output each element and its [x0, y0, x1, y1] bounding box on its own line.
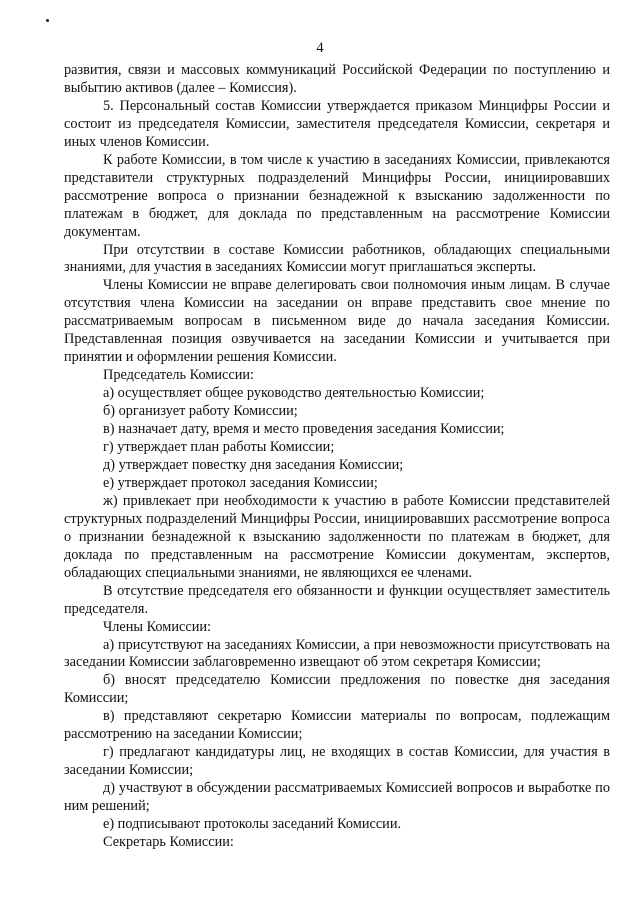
- list-item: е) подписывают протоколы заседаний Комиссии.: [103, 816, 402, 833]
- list-item: д) участвуют в обсуждении рассматриваемых Комиссией вопросов и выработке по ним решений;: [64, 780, 610, 815]
- list-item: б) вносят председателю Комиссии предложения по повестке дня заседания Комиссии;: [64, 672, 610, 707]
- paragraph: В отсутствие председателя его обязанности и функции осуществляет заместитель председателя.: [64, 582, 610, 617]
- section-heading-chairman: Председатель Комиссии:: [103, 367, 255, 384]
- list-item: е) утверждает протокол заседания Комиссии;: [103, 474, 378, 491]
- paragraph-item-5: 5. Персональный состав Комиссии утверждается приказом Минцифры России и состоит из председателя Комиссии, заместителя председателя Комиссии, секретаря и иных членов Комиссии.: [64, 97, 610, 150]
- list-item: б) организует работу Комиссии;: [103, 403, 298, 420]
- paragraph: К работе Комиссии, в том числе к участию в заседаниях Комиссии, привлекаются представители структурных подразделений Минцифры России, инициировавших рассмотрение вопроса о признании безнадежной к взысканию задолженности по платежам в бюджет, для доклада по представленным на рассмотрение Комиссии документам.: [64, 151, 610, 240]
- paragraph: Члены Комиссии не вправе делегировать свои полномочия иным лицам. В случае отсутствия члена Комиссии на заседании он вправе представить свое мнение по рассматриваемым вопросам в письменном виде до начала заседания Комиссии. Представленная позиция озвучивается на заседании Комиссии и учитывается при принятии и оформлении решения Комиссии.: [64, 277, 610, 366]
- page-number: 4: [316, 40, 324, 56]
- list-item: г) утверждает план работы Комиссии;: [103, 439, 335, 456]
- list-item: в) представляют секретарю Комиссии материалы по вопросам, подлежащим рассмотрению на заседании Комиссии;: [64, 708, 610, 743]
- list-item: а) осуществляет общее руководство деятельностью Комиссии;: [103, 385, 485, 402]
- list-item: ж) привлекает при необходимости к участию в работе Комиссии представителей структурных подразделений Минцифры России, инициировавших рассмотрение вопроса о признании безнадежной к взысканию задолженности по платежам в бюджет, для доклада по представленным на рассмотрение Комиссии документам, экспертов, обладающих специальными знаниями, не являющихся ее членами.: [64, 492, 610, 581]
- section-heading-members: Члены Комиссии:: [103, 618, 211, 635]
- list-item: д) утверждает повестку дня заседания Комиссии;: [103, 456, 404, 473]
- list-item: г) предлагают кандидатуры лиц, не входящих в состав Комиссии, для участия в заседании Комиссии;: [64, 744, 610, 779]
- paragraph: При отсутствии в составе Комиссии работников, обладающих специальными знаниями, для участия в заседаниях Комиссии могут приглашаться эксперты.: [64, 241, 610, 276]
- list-item: в) назначает дату, время и место проведения заседания Комиссии;: [103, 421, 505, 438]
- section-heading-secretary: Секретарь Комиссии:: [103, 833, 234, 850]
- scan-speck: [46, 19, 49, 22]
- list-item: а) присутствуют на заседаниях Комиссии, а при невозможности присутствовать на заседании Комиссии заблаговременно извещают об этом секретаря Комиссии;: [64, 636, 610, 671]
- document-body: [64, 62, 610, 852]
- paragraph-continuation: развития, связи и массовых коммуникаций Российской Федерации по поступлению и выбытию активов (далее – Комиссия).: [64, 62, 610, 96]
